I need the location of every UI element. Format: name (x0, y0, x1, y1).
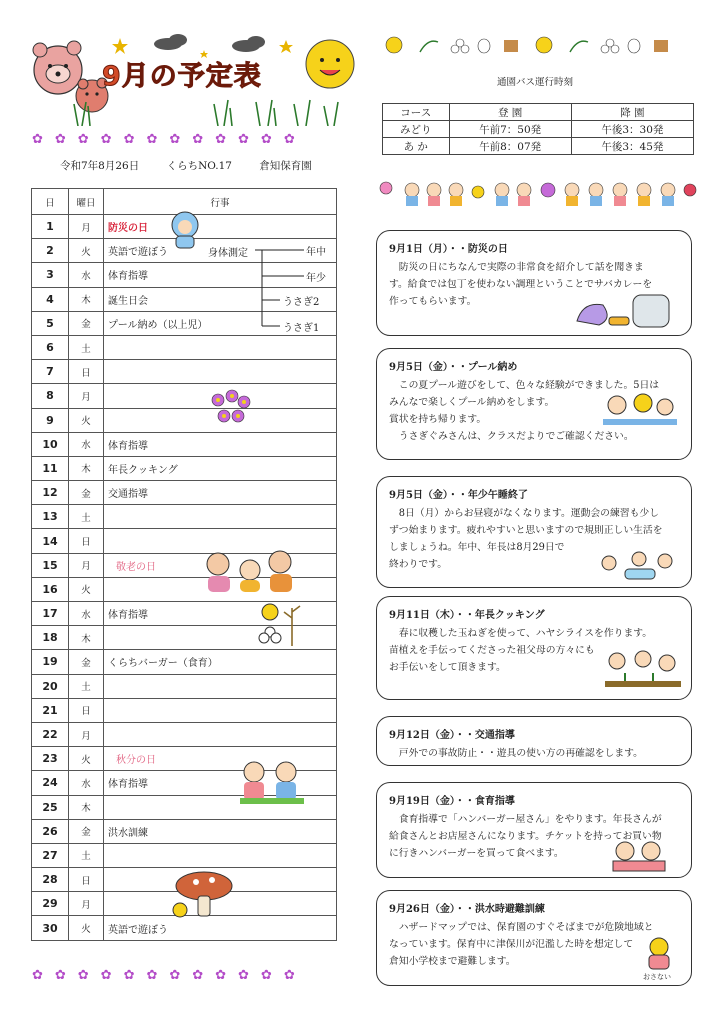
notice-line: 給食さんとお店屋さんになります。チケットを持ってお買い物 (389, 831, 662, 842)
schedule-weekday: 木 (69, 456, 104, 480)
notice-flood-drill (376, 890, 692, 986)
schedule-event: 洪水訓練 (108, 827, 148, 839)
schedule-day: 30 (32, 916, 69, 940)
bus-row (383, 138, 694, 155)
schedule-weekday: 土 (69, 335, 104, 359)
notice-line: 戸外での事故防止・・遊具の使い方の再確認をします。 (398, 748, 643, 759)
header-day: 日 (32, 189, 69, 215)
schedule-event: プール納め（以上児） (108, 319, 208, 331)
schedule-row (32, 722, 337, 746)
cloud-icon (154, 34, 265, 52)
notice-food-education (376, 782, 692, 878)
flower-divider-top: ✿✿✿✿✿✿✿✿✿✿✿✿ (32, 132, 307, 147)
schedule-day: 3 (32, 263, 69, 287)
schedule-row (32, 819, 337, 843)
notice-heading: 9月19日（金）・・食育指導 (389, 796, 515, 807)
schedule-event: 敬老の日 (116, 561, 156, 573)
schedule-day: 29 (32, 892, 69, 916)
notice-nap-end (376, 476, 692, 588)
elderly-family-illustration (200, 548, 300, 594)
notice-line: 春に収穫した玉ねぎを使って、ハヤシライスを作ります。 (398, 628, 653, 639)
notice-traffic (376, 716, 692, 766)
schedule-event-cell (104, 481, 337, 505)
schedule-row (32, 384, 337, 408)
schedule-weekday: 水 (69, 263, 104, 287)
notice-heading: 9月26日（金）・・洪水時避難訓練 (389, 904, 545, 915)
schedule-event: 交通指導 (108, 489, 148, 501)
schedule-day: 20 (32, 674, 69, 698)
notice-line: 8日（月）からお昼寝がなくなります。運動会の練習も少し (398, 508, 659, 519)
bus-depart-time: 午後3：30発 (571, 121, 693, 138)
schedule-day: 7 (32, 360, 69, 384)
schedule-day: 11 (32, 456, 69, 480)
moon-icon (306, 40, 354, 88)
notice-line: 苗植えを手伝ってくださった祖父母の方々にも (389, 645, 595, 656)
schedule-event-cell (104, 722, 337, 746)
notice-line: みんなで楽しくプール納めをします。 (389, 397, 555, 408)
notice-disaster-day (376, 230, 692, 336)
schedule-event-cell (104, 674, 337, 698)
schedule-row (32, 505, 337, 529)
evacuation-sign-text: おさない (643, 973, 671, 981)
children-parade-illustration (372, 176, 702, 210)
issue-number: くらちNO.17 (166, 160, 232, 172)
schedule-weekday: 土 (69, 505, 104, 529)
schedule-event-cell (104, 360, 337, 384)
bus-schedule-title: 通園バス運行時刻 (497, 77, 574, 88)
flower-illustration (206, 386, 256, 430)
schedule-weekday: 火 (69, 747, 104, 771)
schedule-row (32, 843, 337, 867)
mushroom-illustration (170, 870, 234, 920)
schedule-day: 2 (32, 239, 69, 263)
notice-line: に行きハンバーガーを買って食べます。 (389, 848, 564, 859)
schedule-day: 15 (32, 553, 69, 577)
bus-course: あ か (383, 138, 450, 155)
notice-pool-closing (376, 348, 692, 460)
schedule-weekday: 金 (69, 819, 104, 843)
schedule-row (32, 432, 337, 456)
schedule-day: 19 (32, 650, 69, 674)
schedule-event-cell (104, 843, 337, 867)
group-label: うさぎ1 (283, 323, 320, 334)
schedule-event-cell (104, 698, 337, 722)
schedule-event-note: 身体測定 (208, 248, 248, 260)
schedule-row (32, 408, 337, 432)
notice-heading: 9月12日（金）・・交通指導 (389, 730, 515, 741)
schedule-event: 体育指導 (108, 610, 148, 622)
schedule-weekday: 火 (69, 577, 104, 601)
schedule-event-cell (104, 819, 337, 843)
schedule-event: 英語で遊ぼう (108, 247, 168, 259)
schedule-weekday: 日 (69, 529, 104, 553)
notice-line: お手伝いをして頂きます。 (389, 662, 506, 673)
schedule-weekday: 金 (69, 650, 104, 674)
schedule-weekday: 木 (69, 626, 104, 650)
autumn-deco-row (380, 34, 680, 56)
schedule-weekday: 金 (69, 311, 104, 335)
bus-header-depart: 降 園 (571, 104, 693, 121)
schedule-day: 6 (32, 335, 69, 359)
schedule-day: 17 (32, 602, 69, 626)
schedule-weekday: 水 (69, 771, 104, 795)
schedule-event: 年長クッキング (108, 464, 178, 476)
schedule-weekday: 水 (69, 602, 104, 626)
notice-line: 賞状を持ち帰ります。 (389, 414, 487, 425)
schedule-day: 4 (32, 287, 69, 311)
tsukimi-illustration (256, 602, 308, 648)
bus-arrive-time: 午前8：07発 (449, 138, 571, 155)
header-weekday: 曜日 (69, 189, 104, 215)
bear-hood-illustration (168, 210, 202, 250)
schedule-weekday: 月 (69, 722, 104, 746)
schedule-day: 26 (32, 819, 69, 843)
notice-heading: 9月5日（金）・・プール納め (389, 362, 518, 373)
schedule-weekday: 金 (69, 481, 104, 505)
schedule-event-cell (104, 456, 337, 480)
schedule-weekday: 火 (69, 916, 104, 940)
grass-icon (74, 100, 338, 126)
children-illustration (236, 758, 308, 806)
notice-line: 倉知小学校まで避難します。 (389, 956, 516, 967)
schedule-event: 体育指導 (108, 779, 148, 791)
bus-course: みどり (383, 121, 450, 138)
schedule-day: 21 (32, 698, 69, 722)
emergency-kit-icon (573, 291, 683, 333)
schedule-day: 25 (32, 795, 69, 819)
schedule-weekday: 火 (69, 408, 104, 432)
schedule-day: 22 (32, 722, 69, 746)
notice-line: ずつ始まります。疲れやすいと思いますので規則正しい生活を (389, 525, 663, 536)
school-name: 倉知保育園 (259, 160, 312, 172)
group-label: 年中 (306, 247, 326, 258)
schedule-weekday: 日 (69, 698, 104, 722)
notice-line: なっています。保育中に津保川が氾濫した時を想定して (389, 939, 634, 950)
schedule-weekday: 日 (69, 868, 104, 892)
schedule-weekday: 火 (69, 239, 104, 263)
schedule-day: 16 (32, 577, 69, 601)
napping-children-icon (599, 549, 679, 581)
notice-line: 終わりです。 (389, 559, 447, 570)
notice-heading: 9月1日（月）・・防災の日 (389, 244, 508, 255)
schedule-event: 英語で遊ぼう (108, 924, 168, 936)
notice-line: 作ってもらいます。 (389, 296, 477, 307)
notice-heading: 9月11日（木）・・年長クッキング (389, 610, 545, 621)
schedule-event-cell (104, 650, 337, 674)
schedule-day: 1 (32, 215, 69, 239)
schedule-weekday: 月 (69, 215, 104, 239)
flower-divider-bottom: ✿✿✿✿✿✿✿✿✿✿✿✿ (32, 968, 307, 983)
schedule-row (32, 360, 337, 384)
measurement-groups (210, 240, 340, 340)
schedule-event: 防災の日 (108, 223, 148, 235)
tanuki-character-icon (33, 41, 82, 94)
schedule-row (32, 481, 337, 505)
schedule-weekday: 月 (69, 384, 104, 408)
schedule-event-cell (104, 215, 337, 239)
notice-line: 食育指導で「ハンバーガー屋さん」をやります。年長さんが (398, 814, 662, 825)
bus-header-arrive: 登 園 (449, 104, 571, 121)
bus-header-course: コース (383, 104, 450, 121)
bus-arrive-time: 午前7：50発 (449, 121, 571, 138)
schedule-weekday: 土 (69, 843, 104, 867)
group-label: うさぎ2 (283, 297, 320, 308)
burger-shop-icon (609, 837, 669, 873)
schedule-day: 8 (32, 384, 69, 408)
page-title: 9月の予定表 (102, 61, 262, 92)
schedule-day: 13 (32, 505, 69, 529)
issue-date: 令和7年8月26日 (60, 160, 140, 172)
header-event: 行事 (104, 189, 337, 215)
schedule-row (32, 698, 337, 722)
schedule-day: 23 (32, 747, 69, 771)
schedule-weekday: 土 (69, 674, 104, 698)
schedule-row (32, 456, 337, 480)
notice-line: す。給食では包丁を使わない調理ということでサバカレーを (389, 279, 653, 290)
schedule-day: 10 (32, 432, 69, 456)
notice-line: うさぎぐみさんは、クラスだよりでご確認ください。 (398, 431, 634, 442)
schedule-event: 秋分の日 (116, 755, 156, 767)
notice-line: この夏プール遊びをして、色々な経験ができました。5日は (398, 380, 660, 391)
schedule-weekday: 水 (69, 432, 104, 456)
schedule-row (32, 674, 337, 698)
planting-children-icon (605, 649, 681, 689)
schedule-weekday: 木 (69, 287, 104, 311)
notice-line: 防災の日にちなんで実際の非常食を紹介して話を聞きま (398, 262, 644, 273)
schedule-weekday: 月 (69, 892, 104, 916)
schedule-event: 体育指導 (108, 271, 148, 283)
schedule-weekday: 木 (69, 795, 104, 819)
schedule-day: 14 (32, 529, 69, 553)
bus-schedule-table (382, 103, 694, 155)
schedule-day: 12 (32, 481, 69, 505)
group-label: 年少 (306, 273, 326, 284)
schedule-event-cell (104, 505, 337, 529)
pool-children-icon (603, 391, 677, 427)
notice-heading: 9月5日（金）・・年少午睡終了 (389, 490, 528, 501)
schedule-day: 24 (32, 771, 69, 795)
schedule-weekday: 月 (69, 553, 104, 577)
notice-line: ハザードマップでは、保育園のすぐそばまでが危険地域と (398, 922, 654, 933)
schedule-day: 28 (32, 868, 69, 892)
issue-info (60, 158, 336, 173)
bus-row (383, 121, 694, 138)
notice-line: しましょうね。年中、年長は8月29日で (389, 542, 565, 553)
schedule-day: 9 (32, 408, 69, 432)
schedule-weekday: 日 (69, 360, 104, 384)
schedule-day: 27 (32, 843, 69, 867)
notice-cooking (376, 596, 692, 700)
bus-header-row (383, 104, 694, 121)
schedule-event: 誕生日会 (108, 295, 148, 307)
schedule-day: 18 (32, 626, 69, 650)
schedule-row (32, 650, 337, 674)
schedule-event: 体育指導 (108, 440, 148, 452)
schedule-event: くらちバーガー（食育） (108, 658, 218, 670)
schedule-event-cell (104, 432, 337, 456)
schedule-day: 5 (32, 311, 69, 335)
bus-depart-time: 午後3：45発 (571, 138, 693, 155)
